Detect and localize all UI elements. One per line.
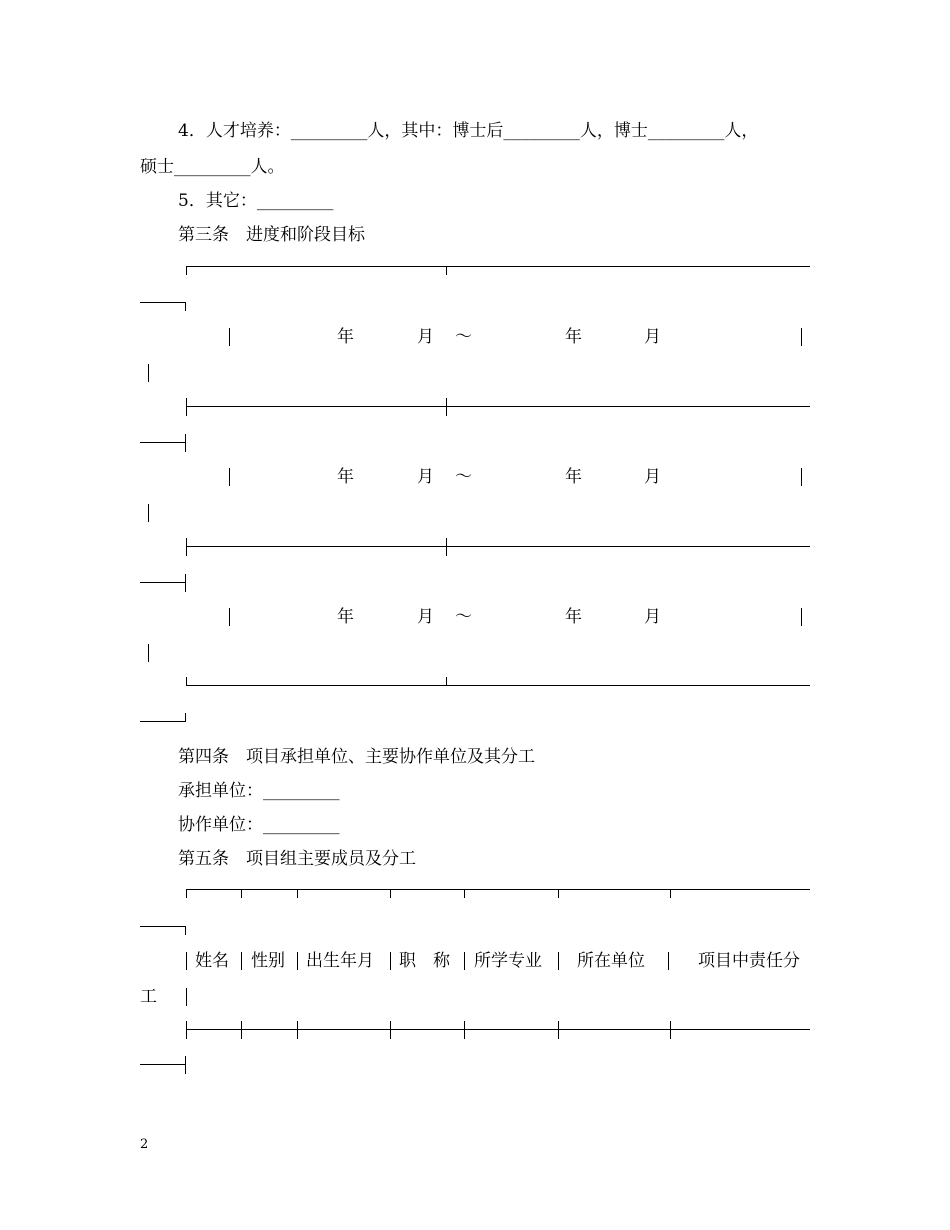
table-tick xyxy=(297,1021,298,1039)
table-tick xyxy=(670,1021,671,1039)
row3-end-year: 年 xyxy=(565,607,582,627)
table-rule xyxy=(186,406,810,407)
table-corner xyxy=(186,889,187,898)
table-corner xyxy=(186,677,187,686)
table-tick xyxy=(185,574,186,592)
table-rule xyxy=(186,1029,810,1030)
article3-title: 第三条 进度和阶段目标 xyxy=(178,225,365,245)
table-tick xyxy=(186,1021,187,1039)
table-corner xyxy=(186,266,187,275)
table-tick xyxy=(241,889,242,898)
page-number: 2 xyxy=(140,1137,149,1152)
table-tick xyxy=(390,889,391,898)
other-line: 5．其它：_________ xyxy=(178,191,334,211)
table-bar xyxy=(186,988,187,1006)
row2-end-month: 月 xyxy=(644,467,661,487)
row2-tilde: ～ xyxy=(455,467,472,487)
table-rule-wrap xyxy=(140,1064,186,1065)
row3-end-month: 月 xyxy=(644,607,661,627)
table-bar xyxy=(229,608,230,626)
table-rule-wrap xyxy=(140,302,186,303)
table-corner xyxy=(185,302,186,311)
row1-end-year: 年 xyxy=(565,327,582,347)
table-rule-wrap xyxy=(140,926,186,927)
table-bar xyxy=(229,328,230,346)
article5-title: 第五条 项目组主要成员及分工 xyxy=(178,849,416,869)
table-rule-wrap xyxy=(140,442,186,443)
row3-start-month: 月 xyxy=(417,607,434,627)
table-bar xyxy=(229,468,230,486)
table-bar xyxy=(801,328,802,346)
header-title: 职 称 xyxy=(399,951,450,971)
row2-start-year: 年 xyxy=(337,467,354,487)
table-tick xyxy=(185,434,186,452)
header-duty: 项目中责任分 xyxy=(698,951,800,971)
article4-title: 第四条 项目承担单位、主要协作单位及其分工 xyxy=(178,747,535,767)
table-tick xyxy=(446,398,447,416)
table-bar xyxy=(186,952,187,970)
table-rule-wrap xyxy=(140,582,186,583)
row1-end-month: 月 xyxy=(644,327,661,347)
table-tick xyxy=(464,1021,465,1039)
collaborator-line: 协作单位：_________ xyxy=(178,815,340,835)
table-bar xyxy=(241,952,242,970)
table-bar xyxy=(801,608,802,626)
table-tick xyxy=(446,266,447,275)
table-bar xyxy=(148,364,149,382)
talent-training-line-cont: 硕士_________人。 xyxy=(140,157,285,177)
header-major: 所学专业 xyxy=(474,951,542,971)
table-corner xyxy=(185,713,186,722)
table-bar xyxy=(668,952,669,970)
table-tick xyxy=(670,889,671,898)
table-tick xyxy=(446,677,447,686)
row1-start-month: 月 xyxy=(417,327,434,347)
table-rule xyxy=(186,685,810,686)
table-bar xyxy=(390,952,391,970)
header-duty-cont: 工 xyxy=(140,987,157,1007)
undertaker-line: 承担单位：_________ xyxy=(178,781,340,801)
table-rule xyxy=(186,266,810,267)
table-tick xyxy=(186,538,187,556)
talent-training-line: 4．人才培养：_________人，其中：博士后_________人，博士_________人， xyxy=(178,121,759,141)
table-bar xyxy=(801,468,802,486)
table-corner xyxy=(185,926,186,935)
header-birth: 出生年月 xyxy=(306,951,374,971)
header-unit: 所在单位 xyxy=(577,951,645,971)
table-tick xyxy=(558,1021,559,1039)
header-gender: 性别 xyxy=(251,951,285,971)
table-rule-wrap xyxy=(140,721,186,722)
row1-tilde: ～ xyxy=(455,327,472,347)
table-rule xyxy=(186,889,810,890)
table-bar xyxy=(148,644,149,662)
table-bar xyxy=(297,952,298,970)
table-tick xyxy=(464,889,465,898)
table-rule xyxy=(186,546,810,547)
table-bar xyxy=(464,952,465,970)
table-tick xyxy=(241,1021,242,1039)
row3-tilde: ～ xyxy=(455,607,472,627)
table-tick xyxy=(446,538,447,556)
row2-end-year: 年 xyxy=(565,467,582,487)
header-name: 姓名 xyxy=(195,951,229,971)
table-bar xyxy=(148,504,149,522)
row1-start-year: 年 xyxy=(337,327,354,347)
table-tick xyxy=(186,398,187,416)
row2-start-month: 月 xyxy=(417,467,434,487)
table-tick xyxy=(185,1056,186,1074)
row3-start-year: 年 xyxy=(337,607,354,627)
table-bar xyxy=(558,952,559,970)
table-tick xyxy=(390,1021,391,1039)
table-tick xyxy=(297,889,298,898)
table-tick xyxy=(558,889,559,898)
